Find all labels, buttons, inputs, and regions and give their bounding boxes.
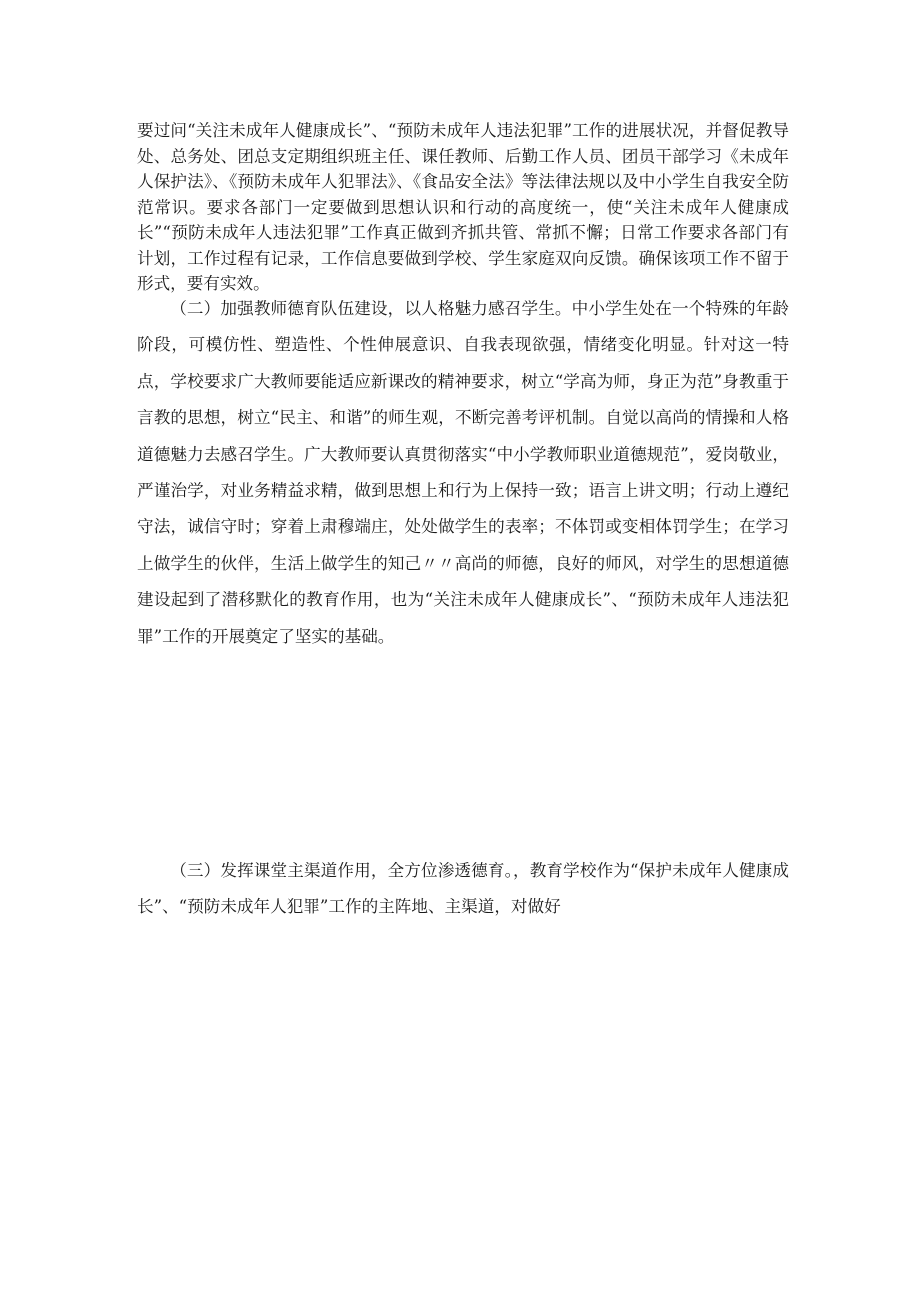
paragraph-1: 要过问“关注未成年人健康成长”、“预防未成年人违法犯罪”工作的进展状况，并督促教导处、总务处、团总支定期组织班主任、课任教师、后勤工作人员、团员干部学习《未成年人保护法》、《预防未成年人犯罪法》、《食品安全法》等法律法规以及中小学生自我安全防范常识。要求各部门一定要做到思想认识和行动的高度统一，使“关注未成年人健康成长”“预防未成年人违法犯罪”工作真正做到齐抓共管、常抓不懈；日常工作要求各部门有计划，工作过程有记录，工作信息要做到学校、学生家庭双向反馈。确保该项工作不留于形式，要有实效。 [137, 121, 789, 293]
paragraph-2: （二）加强教师德育队伍建设，以人格魅力感召学生。中小学生处在一个特殊的年龄阶段，可模仿性、塑造性、个性伸展意识、自我表现欲强，情绪变化明显。针对这一特点，学校要求广大教师要能适应新课改的精神要求，树立“学高为师，身正为范”身教重于言教的思想，树立“民主、和谐”的师生观，不断完善考评机制。自觉以高尚的情操和人格道德魅力去感召学生。广大教师要认真贯彻落实“中小学教师职业道德规范”，爱岗敬业，严谨治学，对业务精益求精，做到思想上和行为上保持一致；语言上讲文明；行动上遵纪守法，诚信守时；穿着上肃穆端庄，处处做学生的表率；不体罚或变相体罚学生；在学习上做学生的伙伴，生活上做学生的知己〃〃高尚的师德，良好的师风，对学生的思想道德建设起到了潜移默化的教育作用，也为“关注未成年人健康成长”、“预防未成年人违法犯罪”工作的开展奠定了坚实的基础。 [137, 299, 789, 646]
paragraph-3: （三）发挥课堂主渠道作用，全方位渗透德育。，教育学校作为“保护未成年人健康成长”、“预防未成年人犯罪”工作的主阵地、主渠道，对做好 [137, 861, 789, 917]
